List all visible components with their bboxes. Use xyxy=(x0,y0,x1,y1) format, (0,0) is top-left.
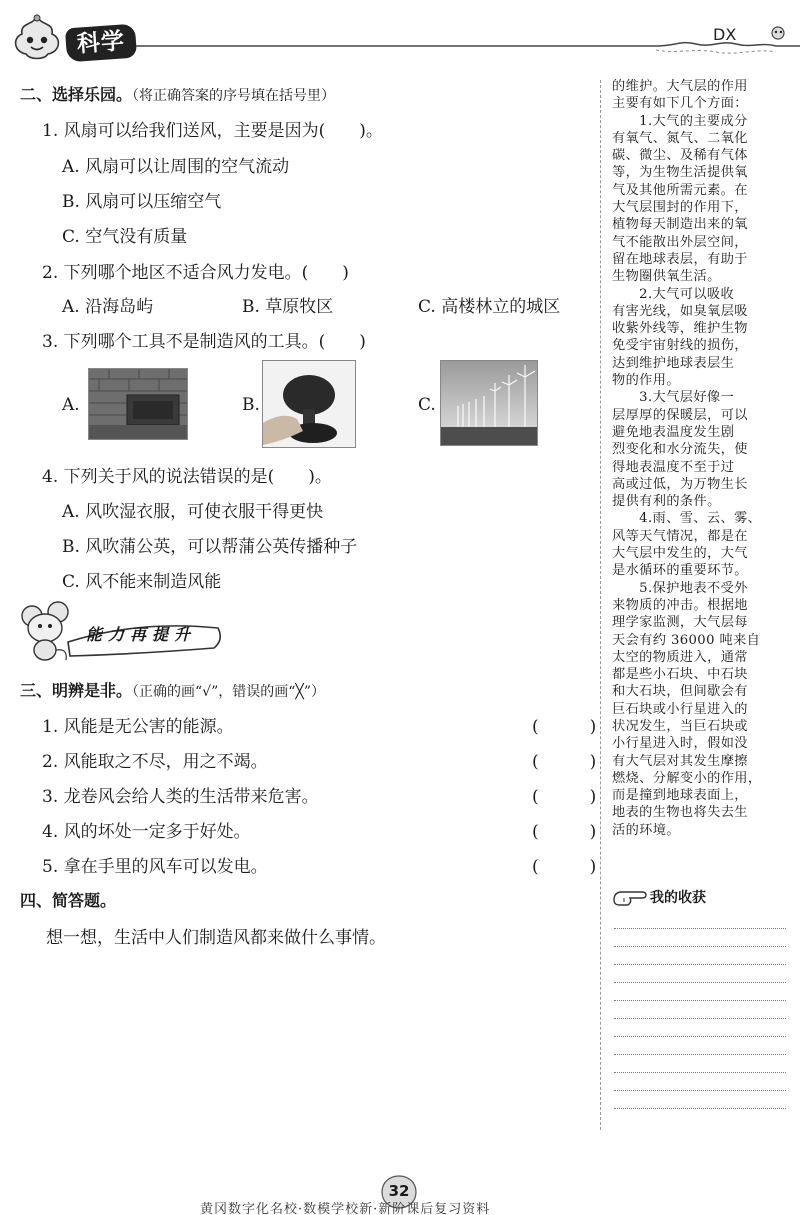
q4-option-c: C. 风不能来制造风能 xyxy=(62,572,222,592)
ability-banner-label: 能力再提升 xyxy=(86,625,197,644)
notes-line[interactable] xyxy=(614,1000,786,1001)
q1-option-a: A. 风扇可以让周围的空气流动 xyxy=(62,157,290,177)
footer-text: 黄冈数字化名校·数模学校新·新阶课后复习资料 xyxy=(200,1202,491,1215)
q3-stem: 3. 下列哪个工具不是制造风的工具。( ) xyxy=(42,332,366,352)
notes-line[interactable] xyxy=(614,928,786,929)
page-header xyxy=(0,0,800,70)
q3-image-a-bellows-stove xyxy=(88,368,188,440)
q4-stem: 4. 下列关于风的说法错误的是( )。 xyxy=(42,467,332,487)
q3-option-a: A. xyxy=(62,395,80,415)
section-3-heading xyxy=(20,678,325,701)
q3-option-b: B. xyxy=(242,395,260,415)
notes-line[interactable] xyxy=(614,1054,786,1055)
judge-answer-5[interactable]: ( ) xyxy=(532,857,597,877)
judge-item-3: 3. 龙卷风会给人类的生活带来危害。 xyxy=(42,787,319,807)
judge-item-1: 1. 风能是无公害的能源。 xyxy=(42,717,234,737)
q3-option-c: C. xyxy=(418,395,436,415)
judge-item-4: 4. 风的坏处一定多于好处。 xyxy=(42,822,251,842)
section-2-note: （将正确答案的序号填在括号里） xyxy=(132,88,336,104)
section-4-title: 四、简答题。 xyxy=(20,891,117,910)
section-2-heading xyxy=(20,82,335,105)
mascot-icon xyxy=(8,12,66,62)
judge-answer-1[interactable]: ( ) xyxy=(532,717,597,737)
edition-label: DX xyxy=(713,25,737,44)
q3-image-c-wind-turbines xyxy=(440,360,538,446)
q1-option-b: B. 风扇可以压缩空气 xyxy=(62,192,222,212)
notes-line[interactable] xyxy=(614,1018,786,1019)
subject-badge: 科学 xyxy=(65,24,137,63)
q2-stem: 2. 下列哪个地区不适合风力发电。( ) xyxy=(42,263,349,283)
q2-option-b: B. 草原牧区 xyxy=(242,297,334,317)
judge-answer-3[interactable]: ( ) xyxy=(532,787,597,807)
notes-line[interactable] xyxy=(614,946,786,947)
notes-line[interactable] xyxy=(614,1072,786,1073)
notes-line[interactable] xyxy=(614,964,786,965)
sidebar-reading-text: 的维护。大气层的作用 主要有如下几个方面： 1.大气的主要成分 有氧气、氮气、二氧化 碳、微尘、及稀有气体 等，为生物生活提供氧 气及其他所需元素。在 大气层围封的作用下， 植物每天制造出来的氧 气不能散出外层空间， 留在地球表层，有助于 生物圈供氧生活。 2.大气可以吸收 有害光线，如臭氧层吸 收紫外线等，维护生物 免受宇宙射线的损伤， 达到维护地球表层生 物的作用。 3.大气层好像一 层厚厚的保暖层，可以 避免地表温度发生剧 烈变化和水分流失，使 得地表温度不至于过 高或过低，为万物生长 提供有利的条件。 4.雨、雪、云、雾、 风等天气情况，都是在 大气层中发生的，大气 是水循环的重要环节。 5.保护地表不受外 来物质的冲击。根据地 理学家监测，大气层每 天会有约 36000 吨来自 太空的物质进入，通常 都是些小石块、中石块 和大石块，但间歇会有 巨石块或小行星进入的 状况发生，当巨石块或 小行星进入时，假如没 有大气层对其发生摩擦 燃烧、分解变小的作用， 而是撞到地球表面上， 地表的生物也将失去生 活的环境。 xyxy=(612,79,762,838)
ability-banner xyxy=(18,598,228,664)
notes-line[interactable] xyxy=(614,1090,786,1091)
header-rule xyxy=(136,0,800,70)
notes-line[interactable] xyxy=(614,1108,786,1109)
my-gains-label: 我的收获 xyxy=(650,890,706,906)
section-3-note: （正确的画“√”，错误的画“╳”） xyxy=(132,684,325,700)
notes-line[interactable] xyxy=(614,982,786,983)
sidebar-divider xyxy=(600,80,601,1130)
section-4-question: 想一想，生活中人们制造风都来做什么事情。 xyxy=(46,928,386,948)
q4-option-b: B. 风吹蒲公英，可以帮蒲公英传播种子 xyxy=(62,537,358,557)
judge-answer-4[interactable]: ( ) xyxy=(532,822,597,842)
q2-option-a: A. 沿海岛屿 xyxy=(62,297,154,317)
judge-item-2: 2. 风能取之不尽，用之不竭。 xyxy=(42,752,268,772)
notes-line[interactable] xyxy=(614,1036,786,1037)
judge-answer-2[interactable]: ( ) xyxy=(532,752,597,772)
page-number-value: 32 xyxy=(388,1182,410,1200)
q2-option-c: C. 高楼林立的城区 xyxy=(418,297,561,317)
my-gains-header xyxy=(612,884,792,908)
pointing-hand-icon xyxy=(612,884,648,908)
q3-image-b-rubber-bulb-blower xyxy=(262,360,356,448)
q1-stem: 1. 风扇可以给我们送风，主要是因为( )。 xyxy=(42,121,383,141)
section-2-title: 二、选择乐园。 xyxy=(20,85,133,104)
q4-option-a: A. 风吹湿衣服，可使衣服干得更快 xyxy=(62,502,324,522)
judge-item-5: 5. 拿在手里的风车可以发电。 xyxy=(42,857,268,877)
q1-option-c: C. 空气没有质量 xyxy=(62,227,188,247)
section-3-title: 三、明辨是非。 xyxy=(20,681,133,700)
